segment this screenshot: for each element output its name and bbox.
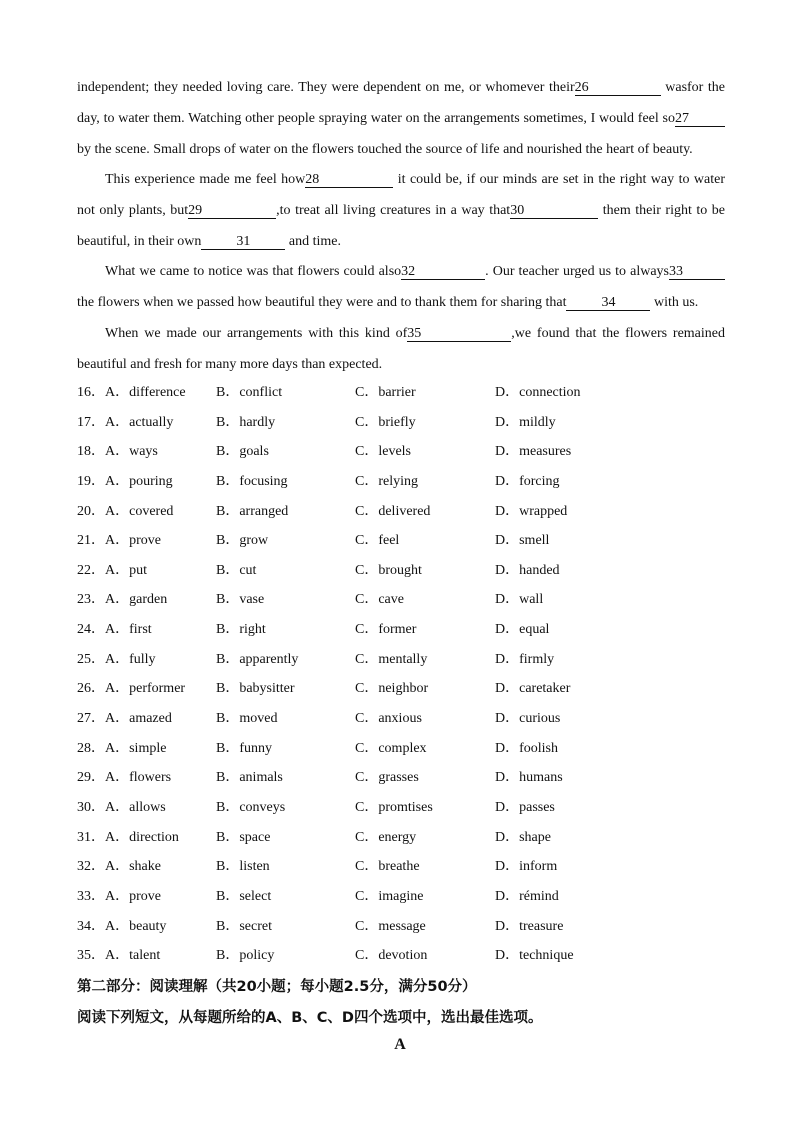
option-d: D．curious — [495, 711, 561, 727]
option-b: B．policy — [216, 948, 275, 964]
blank-26: 26 — [575, 80, 661, 96]
option-d: D．rémind — [495, 888, 559, 904]
option-a: 29．A．flowers — [77, 770, 172, 786]
option-b: B．right — [216, 622, 266, 638]
passage-heading: A — [394, 1036, 406, 1053]
question-row — [77, 585, 717, 615]
passage-text: it could be, if our minds are set in the right way to water — [397, 172, 726, 187]
question-row — [77, 437, 717, 467]
section-2-title: 第二部分：阅读理解（共20小题；每小题2.5分，满分50分） — [77, 979, 477, 995]
option-a: 35．A．talent — [77, 948, 161, 964]
option-b: B．hardly — [216, 414, 276, 430]
option-d: D．mildly — [495, 414, 556, 430]
option-a: 32．A．shake — [77, 859, 161, 875]
passage-line — [77, 287, 725, 318]
passage-text: the flowers when we passed how beautiful they were and to thank them for sharing that — [77, 295, 567, 310]
blank-30: 30 — [510, 203, 598, 219]
option-b: B．animals — [216, 770, 283, 786]
option-c: C．brought — [355, 562, 422, 578]
passage-text: and time. — [288, 234, 342, 249]
option-d: D．wall — [495, 592, 544, 608]
option-b: B．cut — [216, 562, 257, 578]
option-d: D．wrapped — [495, 503, 568, 519]
option-b: B．space — [216, 829, 271, 845]
option-c: C．message — [355, 918, 426, 934]
passage-text: beautiful, in their own — [77, 234, 202, 249]
option-c: C．barrier — [355, 385, 416, 400]
passage-line — [77, 318, 725, 349]
option-b: B．focusing — [216, 473, 288, 489]
option-c: C．promtises — [355, 799, 433, 815]
option-c: C．mentally — [355, 651, 428, 667]
option-a: 26．A．performer — [77, 681, 186, 697]
option-c: C．grasses — [355, 770, 419, 786]
option-b: B．apparently — [216, 651, 299, 667]
question-row — [77, 823, 717, 853]
passage-paragraph-1 — [77, 72, 725, 165]
option-a: 17．A．actually — [77, 414, 174, 430]
passage-line — [77, 164, 725, 195]
question-row — [77, 526, 717, 556]
question-row — [77, 674, 717, 704]
option-c: C．neighbor — [355, 681, 429, 697]
option-a: 18．A．ways — [77, 444, 158, 460]
option-c: C．imagine — [355, 888, 424, 904]
passage-line — [77, 72, 725, 103]
option-d: D．handed — [495, 562, 560, 578]
question-row — [77, 467, 717, 497]
question-options-list — [77, 378, 717, 971]
option-d: D．shape — [495, 829, 551, 845]
question-row — [77, 378, 717, 408]
option-b: B．conflict — [216, 385, 283, 400]
option-a: 27．A．amazed — [77, 711, 172, 727]
option-d: D．technique — [495, 948, 574, 964]
option-b: B．goals — [216, 444, 269, 460]
option-a: 28．A．simple — [77, 740, 167, 756]
question-row — [77, 793, 717, 823]
option-b: B．arranged — [216, 503, 289, 519]
option-d: D．measures — [495, 444, 572, 460]
passage-text: What we came to notice was that flowers could also — [105, 264, 402, 279]
option-d: D．foolish — [495, 740, 558, 756]
question-row — [77, 734, 717, 764]
passage-line — [77, 103, 725, 134]
option-a: 16．A．difference — [77, 385, 186, 400]
option-a: 33．A．prove — [77, 888, 161, 904]
question-row — [77, 408, 717, 438]
passage-paragraph-3 — [77, 256, 725, 318]
option-d: D．connection — [495, 385, 581, 400]
option-d: D．inform — [495, 859, 558, 875]
passage-text: . Our teacher urged us to always — [485, 264, 669, 279]
option-d: D．humans — [495, 770, 563, 786]
option-c: C．relying — [355, 473, 418, 489]
blank-31: 31 — [201, 234, 285, 250]
option-b: B．funny — [216, 740, 272, 756]
passage-text: ,to treat all living creatures in a way that — [276, 203, 511, 218]
passage-line: beautiful and fresh for many more days than expected. — [77, 357, 383, 372]
passage-line: by the scene. Small drops of water on the flowers touched the source of life and nourished the heart of beauty. — [77, 142, 693, 157]
passage-line — [77, 195, 725, 226]
passage-text: This experience made me feel how — [105, 172, 306, 187]
passage-text: day, to water them. Watching other people spraying water on the arrangements sometimes, I would feel so — [77, 111, 675, 126]
option-d: D．firmly — [495, 651, 555, 667]
passage-text: wasfor the — [665, 80, 726, 95]
blank-32: 32 — [401, 264, 485, 280]
option-a: 22．A．put — [77, 562, 147, 578]
question-row — [77, 882, 717, 912]
blank-27: 27 — [675, 111, 725, 127]
passage-text: not only plants, but — [77, 203, 189, 218]
question-row — [77, 556, 717, 586]
option-b: B．secret — [216, 918, 272, 934]
option-d: D．caretaker — [495, 681, 571, 697]
option-d: D．smell — [495, 533, 550, 549]
option-c: C．energy — [355, 829, 417, 845]
option-b: B．listen — [216, 859, 270, 875]
option-a: 20．A．covered — [77, 503, 174, 519]
question-row — [77, 912, 717, 942]
blank-28: 28 — [305, 172, 393, 188]
option-d: D．equal — [495, 622, 550, 638]
question-row — [77, 497, 717, 527]
option-c: C．breathe — [355, 859, 420, 875]
option-c: C．devotion — [355, 948, 428, 964]
question-row — [77, 645, 717, 675]
passage-text: them their right to be — [602, 203, 725, 218]
passage-text: When we made our arrangements with this kind of — [105, 326, 408, 341]
passage-text: with us. — [653, 295, 699, 310]
passage-paragraph-2 — [77, 164, 725, 257]
option-a: 25．A．fully — [77, 651, 156, 667]
question-row — [77, 615, 717, 645]
option-a: 19．A．pouring — [77, 473, 173, 489]
blank-34: 34 — [566, 295, 650, 311]
question-row — [77, 704, 717, 734]
option-a: 31．A．direction — [77, 829, 179, 845]
passage-line — [77, 256, 725, 287]
option-b: B．vase — [216, 592, 265, 608]
passage-line — [77, 226, 725, 257]
blank-33: 33 — [669, 264, 725, 280]
option-a: 21．A．prove — [77, 533, 161, 549]
option-d: D．forcing — [495, 473, 560, 489]
section-2-instruction: 阅读下列短文，从每题所给的A、B、C、D四个选项中，选出最佳选项。 — [77, 1010, 543, 1026]
question-row — [77, 763, 717, 793]
option-c: C．briefly — [355, 414, 416, 430]
option-a: 30．A．allows — [77, 799, 166, 815]
option-a: 34．A．beauty — [77, 918, 167, 934]
option-b: B．moved — [216, 711, 278, 727]
option-c: C．feel — [355, 533, 400, 549]
option-b: B．select — [216, 888, 272, 904]
question-row — [77, 852, 717, 882]
option-d: D．treasure — [495, 918, 564, 934]
option-c: C．anxious — [355, 711, 422, 727]
blank-35: 35 — [407, 326, 511, 342]
passage-paragraph-4 — [77, 318, 725, 380]
option-c: C．complex — [355, 740, 427, 756]
option-c: C．former — [355, 622, 417, 638]
option-a: 23．A．garden — [77, 592, 168, 608]
option-d: D．passes — [495, 799, 555, 815]
option-c: C．levels — [355, 444, 411, 460]
blank-29: 29 — [188, 203, 276, 219]
option-c: C．cave — [355, 592, 404, 608]
passage-text: independent; they needed loving care. They were dependent on me, or whomever their — [77, 80, 575, 95]
option-c: C．delivered — [355, 503, 431, 519]
option-b: B．conveys — [216, 799, 286, 815]
question-row — [77, 941, 717, 971]
option-a: 24．A．first — [77, 622, 152, 638]
option-b: B．grow — [216, 533, 269, 549]
passage-text: ,we found that the flowers remained — [511, 326, 725, 341]
option-b: B．babysitter — [216, 681, 295, 697]
